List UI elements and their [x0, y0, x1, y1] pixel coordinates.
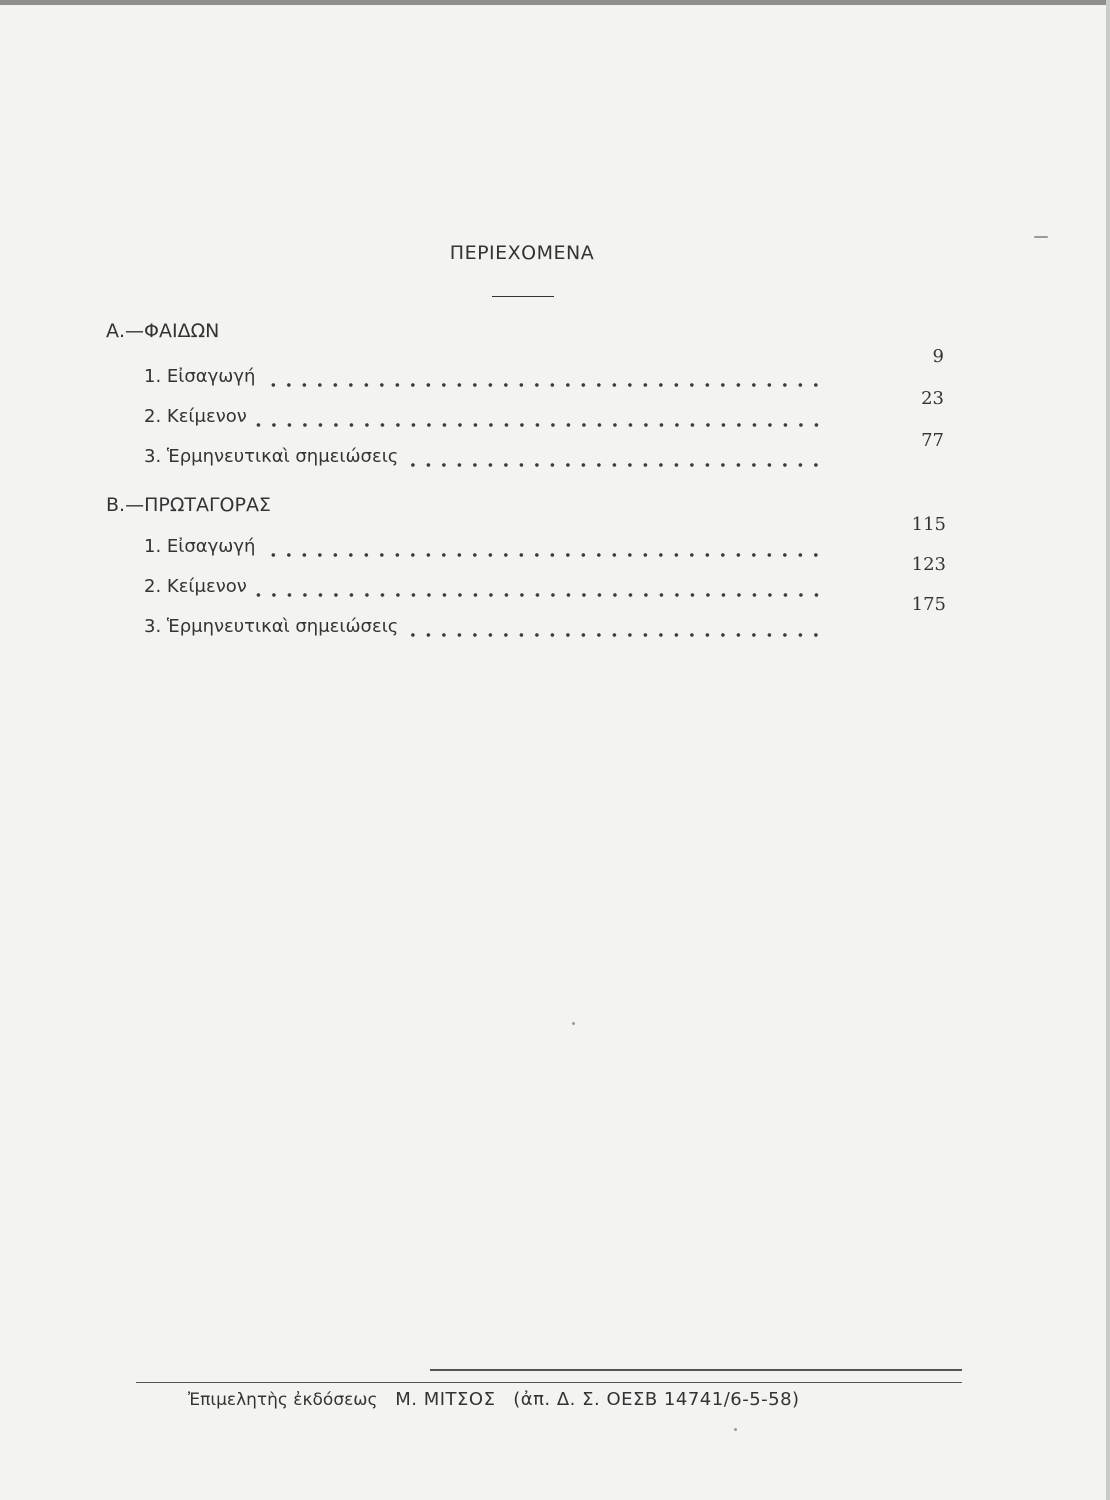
toc-entry-label: 1. Εἰσαγωγή — [144, 366, 256, 387]
dot-leader — [261, 553, 824, 557]
dot-leader — [261, 383, 824, 387]
footer-rule-upper — [430, 1369, 962, 1371]
toc-entry-label: 2. Κείμενον — [144, 406, 247, 427]
toc-entry — [144, 366, 824, 396]
publisher-credit — [188, 1389, 948, 1410]
approval-reference: (ἀπ. Δ. Σ. ΟΕΣΒ 14741/6-5-58) — [513, 1389, 800, 1410]
scan-speck — [572, 1022, 575, 1025]
dot-leader — [404, 463, 824, 467]
title-underline — [492, 296, 554, 297]
page-right-edge — [1106, 0, 1110, 1500]
editor-label: Ἐπιμελητὴς ἐκδόσεως — [188, 1390, 378, 1410]
toc-entry-label: 3. Ἑρμηνευτικαὶ σημειώσεις — [144, 616, 399, 637]
toc-entry — [144, 446, 824, 476]
section-heading-protagoras: Β.—ΠΡΩΤΑΓΟΡΑΣ — [106, 494, 271, 516]
page-number: 175 — [911, 594, 946, 615]
page-number: 123 — [911, 554, 946, 575]
toc-entry — [144, 576, 824, 606]
toc-entry — [144, 536, 824, 566]
dot-leader — [253, 593, 824, 597]
toc-title: ΠΕΡΙΕΧΟΜΕΝΑ — [449, 242, 595, 264]
footer-rule — [136, 1382, 962, 1383]
page-top-edge — [0, 0, 1110, 5]
toc-entry — [144, 616, 824, 646]
scan-speck — [1034, 236, 1048, 238]
page-number: 77 — [921, 430, 944, 451]
page-number: 23 — [921, 388, 944, 409]
toc-entry-label: 2. Κείμενον — [144, 576, 247, 597]
toc-entry — [144, 406, 824, 436]
page-number: 115 — [911, 514, 946, 535]
dot-leader — [253, 423, 824, 427]
section-heading-phaedo: Α.—ΦΑΙΔΩΝ — [106, 320, 220, 342]
editor-name: Μ. ΜΙΤΣΟΣ — [395, 1389, 496, 1410]
dot-leader — [404, 633, 824, 637]
scan-speck — [734, 1428, 737, 1431]
toc-entry-label: 1. Εἰσαγωγή — [144, 536, 256, 557]
toc-entry-label: 3. Ἑρμηνευτικαὶ σημειώσεις — [144, 446, 399, 467]
page-number: 9 — [932, 346, 944, 367]
